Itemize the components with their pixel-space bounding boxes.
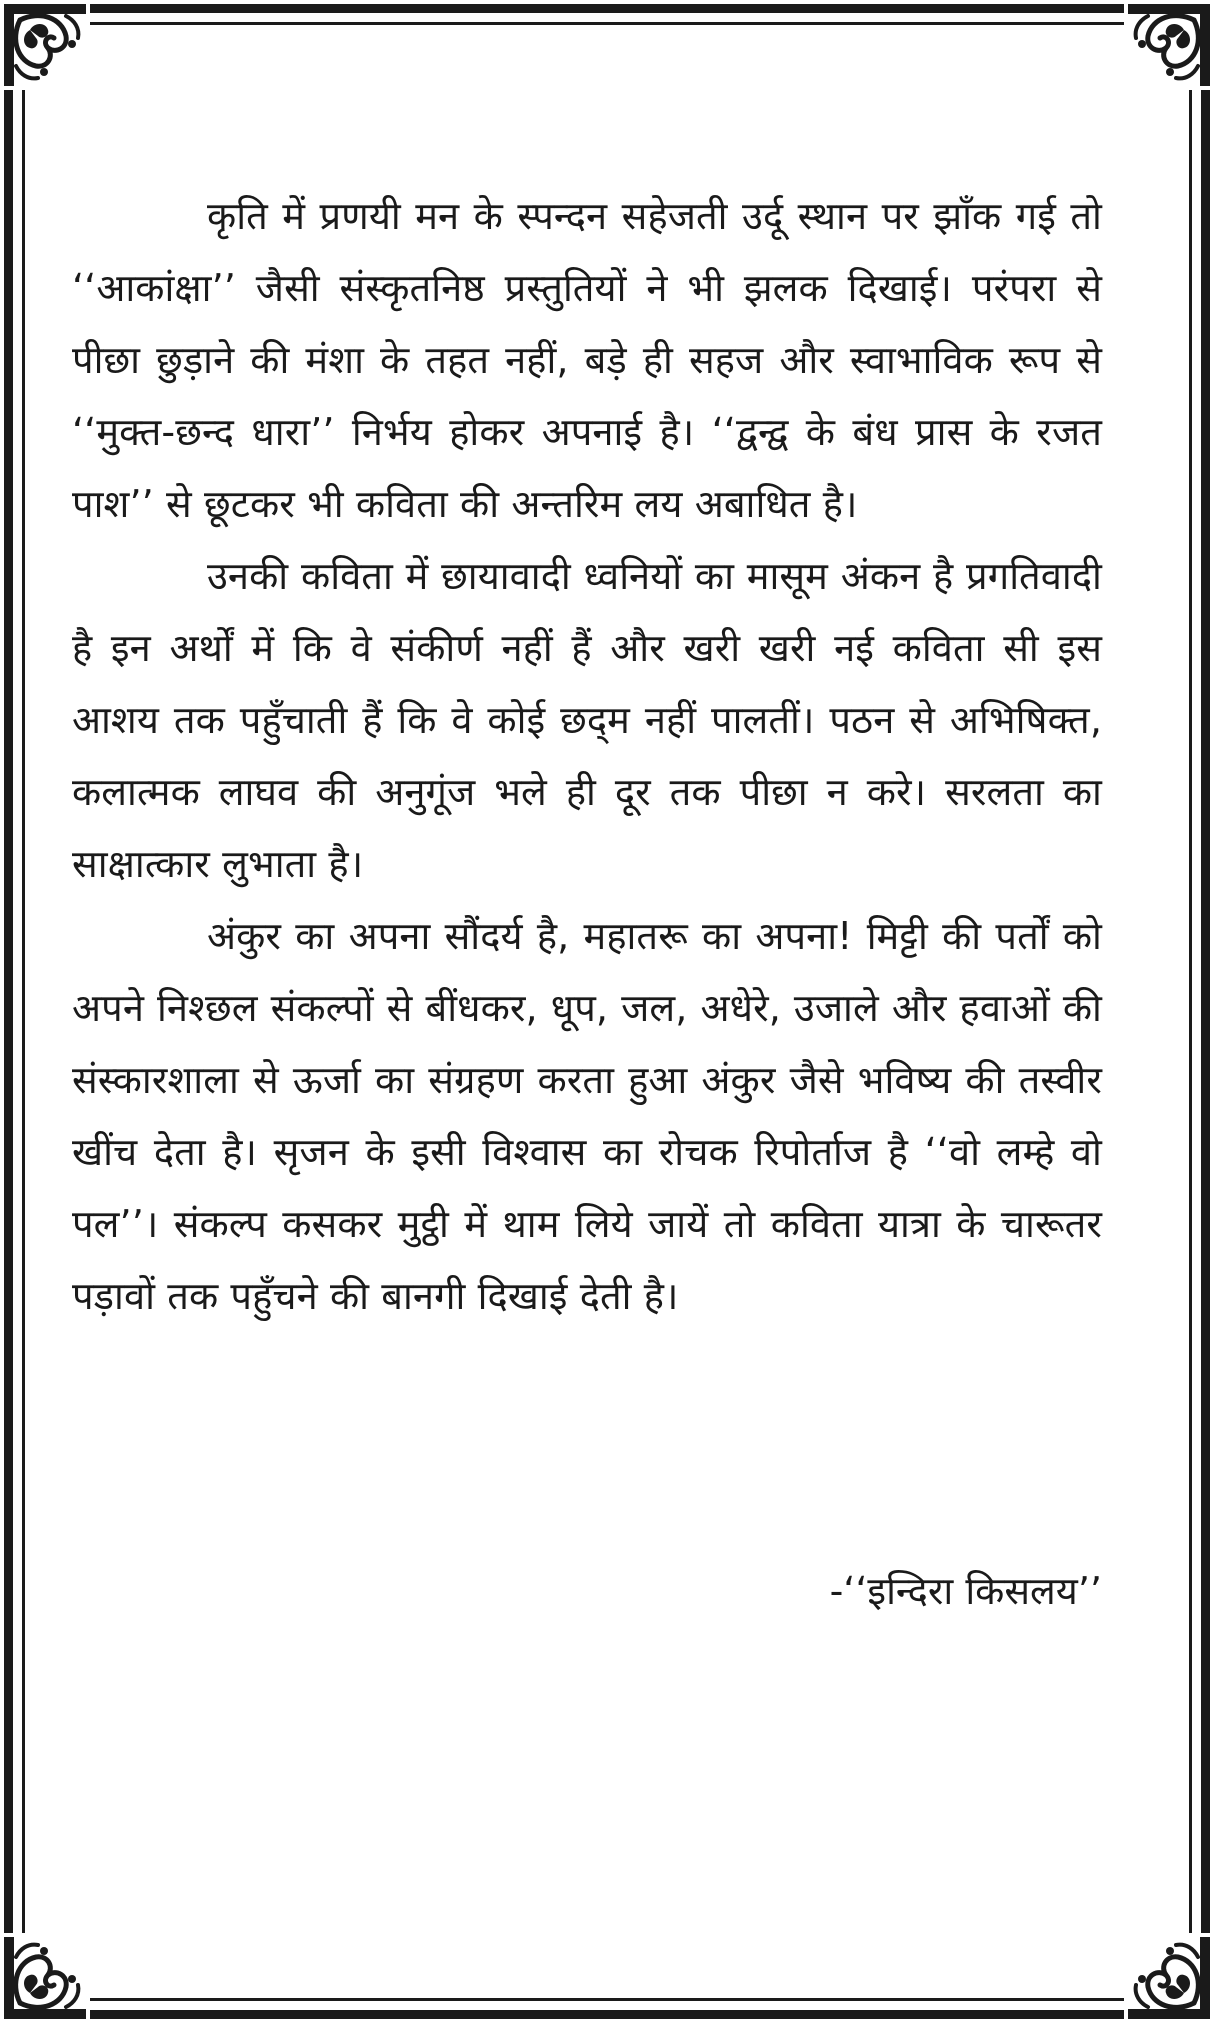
paragraph-1: कृति में प्रणयी मन के स्पन्दन सहेजती उर्दू स्थान पर झाँक गई तो ‘‘आकांक्षा’’ जैसी संस्कृतनिष्ठ प्रस्तुतियों ने भी झलक दिखाई। परंपरा से पीछा छुड़ाने की मंशा के तहत नहीं, बड़े ही सहज और स्वाभाविक रूप से ‘‘मुक्त-छन्द धारा’’ निर्भय होकर अपनाई है। ‘‘द्वन्द्व के बंध प्रास के रजत पाश’’ से छूटकर भी कविता की अन्तरिम लय अबाधित है। <box>72 194 1102 526</box>
paragraph-3: अंकुर का अपना सौंदर्य है, महातरू का अपना! मिट्टी की पर्तों को अपने निश्छल संकल्पों से बींधकर, धूप, जल, अधेरे, उजाले और हवाओं की संस्कारशाला से ऊर्जा का संग्रहण करता हुआ अंकुर जैसे भविष्य की तस्वीर खींच देता है। सृजन के इसी विश्वास का रोचक रिपोर्ताज है ‘‘वो लम्हे वो पल’’। संकल्प कसकर मुट्ठी में थाम लिये जायें तो कविता यात्रा के चारूतर पड़ावों तक पहुँचने की बानगी दिखाई देती है। <box>72 914 1102 1318</box>
floral-ornament-icon <box>1124 1933 1214 2023</box>
document-body <box>72 180 1102 1332</box>
floral-ornament-icon <box>0 1933 90 2023</box>
paragraph-2: उनकी कविता में छायावादी ध्वनियों का मासूम अंकन है प्रगतिवादी है इन अर्थों में कि वे संकीर्ण नहीं हैं और खरी खरी नई कविता सी इस आशय तक पहुँचाती हैं कि वे कोई छद्‌म नहीं पालतीं। पठन से अभिषिक्त, कलात्मक लाघव की अनुगूंज भले ही दूर तक पीछा न करे। सरलता का साक्षात्कार लुभाता है। <box>72 554 1102 886</box>
floral-ornament-icon <box>1124 0 1214 90</box>
floral-ornament-icon <box>0 0 90 90</box>
author-signature: -‘‘इन्दिरा किसलय’’ <box>829 1569 1102 1613</box>
